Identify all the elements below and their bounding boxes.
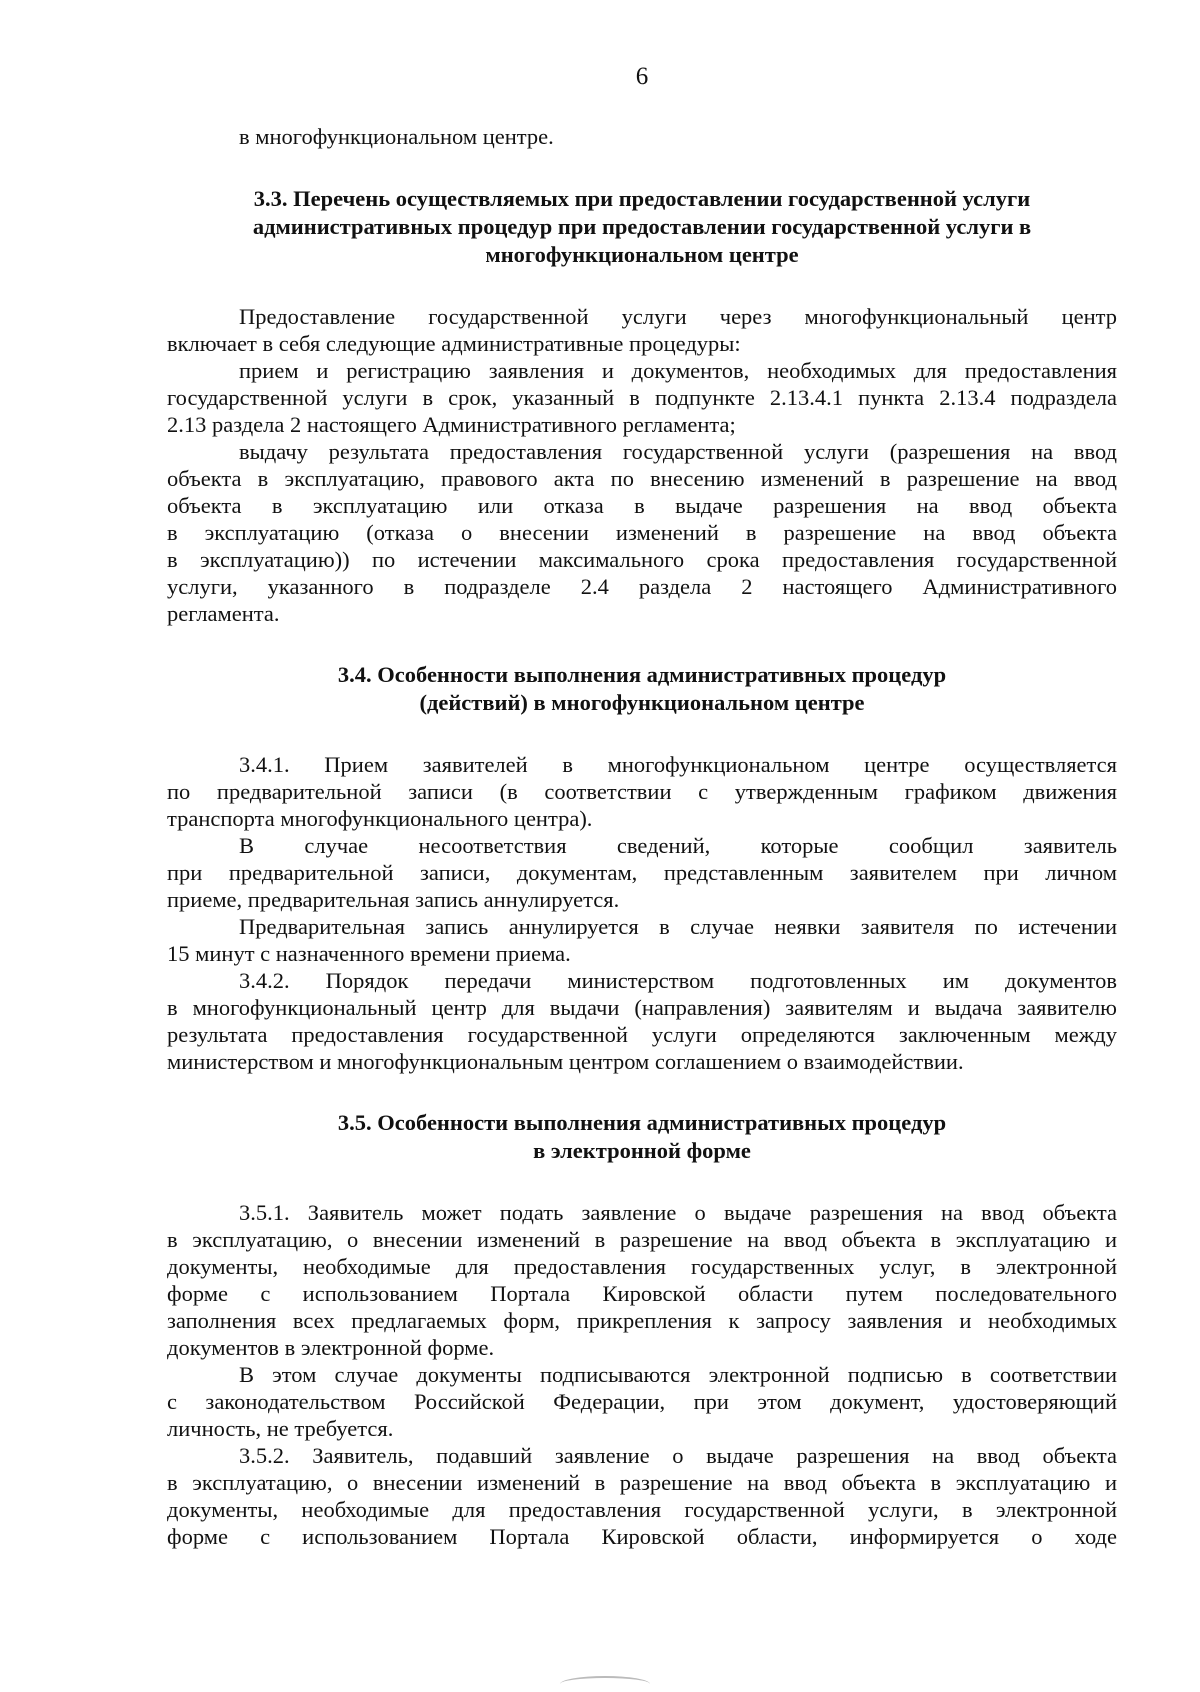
section-3-5-paragraph-3	[167, 1442, 1117, 1550]
stamp-edge	[560, 1676, 650, 1692]
text-line: в эксплуатацию (отказа о внесении изменений в разрешение на ввод объекта	[167, 520, 1117, 545]
heading-line: 3.5. Особенности выполнения административных процедур	[337, 1110, 947, 1135]
text-line: транспорта многофункционального центра).	[167, 806, 593, 831]
text-line: в эксплуатацию, о внесении изменений в разрешение на ввод объекта в эксплуатацию и	[167, 1227, 1117, 1252]
text-line: 3.4.2. Порядок передачи министерством подготовленных им документов	[239, 968, 1117, 993]
text-line: приеме, предварительная запись аннулируется.	[167, 887, 620, 912]
text-line: в эксплуатацию)) по истечении максимального срока предоставления государственной	[167, 547, 1117, 572]
text-line: В случае несоответствия сведений, которые сообщил заявитель	[239, 833, 1117, 858]
text-line: прием и регистрацию заявления и документов, необходимых для предоставления	[239, 358, 1117, 383]
section-3-3-heading	[167, 185, 1117, 269]
text-line: заполнения всех предлагаемых форм, прикрепления к запросу заявления и необходимых	[167, 1308, 1117, 1333]
section-3-4-paragraph-3	[167, 913, 1117, 967]
text-line: объекта в эксплуатацию или отказа в выдаче разрешения на ввод объекта	[167, 493, 1117, 518]
section-3-4-paragraph-4	[167, 967, 1117, 1075]
text-line: 3.5.2. Заявитель, подавший заявление о выдаче разрешения на ввод объекта	[239, 1443, 1117, 1468]
section-3-3-paragraph-1	[167, 303, 1117, 357]
section-3-5-paragraph-2	[167, 1361, 1117, 1442]
text-line: в многофункциональный центр для выдачи (направления) заявителям и выдача заявителю	[167, 995, 1117, 1020]
lead-line	[167, 123, 1117, 150]
lead-line-text: в многофункциональном центре.	[239, 124, 554, 149]
text-line: министерством и многофункциональным центром соглашением о взаимодействии.	[167, 1049, 964, 1074]
text-line: 2.13 раздела 2 настоящего Административного регламента;	[167, 412, 736, 437]
heading-line: многофункциональном центре	[485, 242, 799, 267]
section-3-5-paragraph-1	[167, 1199, 1117, 1361]
text-line: включает в себя следующие административные процедуры:	[167, 331, 741, 356]
text-line: результата предоставления государственной услуги определяются заключенным между	[167, 1022, 1117, 1047]
page-number: 6	[635, 63, 649, 90]
text-line: документы, необходимые для предоставления государственной услуги, в электронной	[167, 1497, 1117, 1522]
text-line: В этом случае документы подписываются электронной подписью в соответствии	[239, 1362, 1117, 1387]
section-3-3-paragraph-2	[167, 357, 1117, 438]
heading-line: в электронной форме	[533, 1138, 751, 1163]
text-line: 15 минут с назначенного времени приема.	[167, 941, 571, 966]
text-line: регламента.	[167, 601, 280, 626]
text-line: форме с использованием Портала Кировской области, информируется о ходе	[167, 1524, 1117, 1549]
text-line: документов в электронной форме.	[167, 1335, 495, 1360]
heading-line: административных процедур при предоставлении государственной услуги в	[252, 214, 1032, 239]
text-line: объекта в эксплуатацию, правового акта по внесению изменений в разрешение на ввод	[167, 466, 1117, 491]
document-body	[167, 123, 1117, 1550]
text-line: документы, необходимые для предоставления государственных услуг, в электронной	[167, 1254, 1117, 1279]
text-line: в эксплуатацию, о внесении изменений в разрешение на ввод объекта в эксплуатацию и	[167, 1470, 1117, 1495]
heading-line: (действий) в многофункциональном центре	[419, 690, 865, 715]
section-3-3-paragraph-3	[167, 438, 1117, 627]
text-line: выдачу результата предоставления государственной услуги (разрешения на ввод	[239, 439, 1117, 464]
section-3-4-paragraph-2	[167, 832, 1117, 913]
section-3-5-heading	[167, 1109, 1117, 1165]
text-line: Предоставление государственной услуги через многофункциональный центр	[239, 304, 1117, 329]
heading-line: 3.3. Перечень осуществляемых при предоставлении государственной услуги	[253, 186, 1031, 211]
text-line: с законодательством Российской Федерации, при этом документ, удостоверяющий	[167, 1389, 1117, 1414]
text-line: Предварительная запись аннулируется в случае неявки заявителя по истечении	[239, 914, 1117, 939]
text-line: по предварительной записи (в соответствии с утвержденным графиком движения	[167, 779, 1117, 804]
text-line: 3.4.1. Прием заявителей в многофункциональном центре осуществляется	[239, 752, 1117, 777]
text-line: государственной услуги в срок, указанный в подпункте 2.13.4.1 пункта 2.13.4 подраздела	[167, 385, 1117, 410]
heading-line: 3.4. Особенности выполнения административных процедур	[337, 662, 947, 687]
text-line: форме с использованием Портала Кировской области путем последовательного	[167, 1281, 1117, 1306]
text-line: 3.5.1. Заявитель может подать заявление о выдаче разрешения на ввод объекта	[239, 1200, 1117, 1225]
text-line: услуги, указанного в подразделе 2.4 раздела 2 настоящего Административного	[167, 574, 1117, 599]
text-line: личность, не требуется.	[167, 1416, 394, 1441]
section-3-4-heading	[167, 661, 1117, 717]
section-3-4-paragraph-1	[167, 751, 1117, 832]
text-line: при предварительной записи, документам, представленным заявителем при личном	[167, 860, 1117, 885]
